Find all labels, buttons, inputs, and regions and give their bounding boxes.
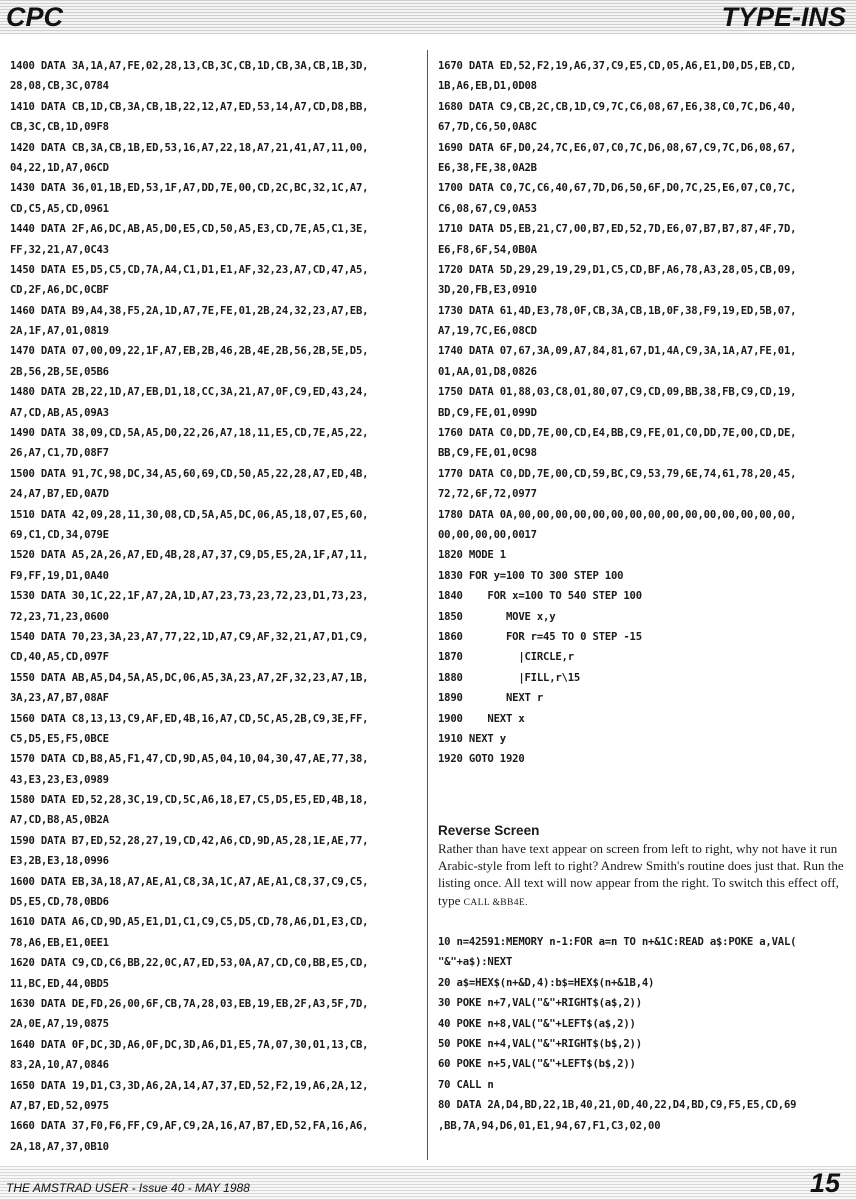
code-line: 20 a$=HEX$(n+&D,4):b$=HEX$(n+&1B,4): [438, 976, 655, 989]
footer-bar: [0, 1166, 856, 1200]
code-line: 1480 DATA 2B,22,1D,A7,EB,D1,18,CC,3A,21,A7,0F,C9,ED,43,24,: [10, 386, 369, 399]
code-line: "&"+a$):NEXT: [438, 956, 513, 969]
code-line: CD,40,A5,CD,097F: [10, 651, 109, 664]
code-line: C6,08,67,C9,0A53: [438, 202, 537, 215]
code-line: 1770 DATA C0,DD,7E,00,CD,59,BC,C9,53,79,6E,74,61,78,20,45,: [438, 467, 797, 480]
code-line: 72,23,71,23,0600: [10, 610, 109, 623]
code-line: 1890 NEXT r: [438, 692, 544, 705]
code-line: 01,AA,01,D8,0826: [438, 365, 537, 378]
code-line: 67,7D,C6,50,0A8C: [438, 121, 537, 134]
article-command: CALL &BB4E.: [463, 897, 528, 908]
code-line: 1870 |CIRCLE,r: [438, 651, 574, 664]
article-title: Reverse Screen: [438, 823, 540, 838]
code-line: 72,72,6F,72,0977: [438, 488, 537, 501]
code-line: 43,E3,23,E3,0989: [10, 773, 109, 786]
code-line: 60 POKE n+5,VAL("&"+LEFT$(b$,2)): [438, 1058, 636, 1071]
code-line: 1840 FOR x=100 TO 540 STEP 100: [438, 590, 642, 603]
code-line: C5,D5,E5,F5,0BCE: [10, 732, 109, 745]
code-line: D5,E5,CD,78,0BD6: [10, 896, 109, 909]
code-line: 40 POKE n+8,VAL("&"+LEFT$(a$,2)): [438, 1017, 636, 1030]
code-line: 3A,23,A7,B7,08AF: [10, 692, 109, 705]
code-line: 2B,56,2B,5E,05B6: [10, 365, 109, 378]
code-line: 1650 DATA 19,D1,C3,3D,A6,2A,14,A7,37,ED,52,F2,19,A6,2A,12,: [10, 1079, 369, 1092]
code-line: 83,2A,10,A7,0846: [10, 1059, 109, 1072]
page-number: 15: [809, 1168, 840, 1198]
code-line: 1490 DATA 38,09,CD,5A,A5,D0,22,26,A7,18,11,E5,CD,7E,A5,22,: [10, 427, 369, 440]
listing-left-column: [10, 56, 420, 1157]
code-line: ,BB,7A,94,D6,01,E1,94,67,F1,C3,02,00: [438, 1119, 661, 1132]
code-line: 1470 DATA 07,00,09,22,1F,A7,EB,2B,46,2B,4E,2B,56,2B,5E,D5,: [10, 345, 369, 358]
code-line: 1680 DATA C9,CB,2C,CB,1D,C9,7C,C6,08,67,E6,38,C0,7C,D6,40,: [438, 100, 797, 113]
code-line: E6,F8,6F,54,0B0A: [438, 243, 537, 256]
header-bar: [0, 0, 856, 34]
code-line: 1780 DATA 0A,00,00,00,00,00,00,00,00,00,00,00,00,00,00,00,: [438, 508, 797, 521]
code-line: 1540 DATA 70,23,3A,23,A7,77,22,1D,A7,C9,AF,32,21,A7,D1,C9,: [10, 630, 369, 643]
code-line: 1420 DATA CB,3A,CB,1B,ED,53,16,A7,22,18,A7,21,41,A7,11,00,: [10, 141, 369, 154]
code-line: 00,00,00,00,0017: [438, 528, 537, 541]
code-line: 1610 DATA A6,CD,9D,A5,E1,D1,C1,C9,C5,D5,CD,78,A6,D1,E3,CD,: [10, 916, 369, 929]
code-line: E6,38,FE,38,0A2B: [438, 161, 537, 174]
code-line: 1760 DATA C0,DD,7E,00,CD,E4,BB,C9,FE,01,C0,DD,7E,00,CD,DE,: [438, 427, 797, 440]
code-line: 1820 MODE 1: [438, 549, 506, 562]
article-body: [438, 840, 850, 912]
code-line: 2A,0E,A7,19,0875: [10, 1018, 109, 1031]
code-line: 3D,20,FB,E3,0910: [438, 284, 537, 297]
code-line: 50 POKE n+4,VAL("&"+RIGHT$(b$,2)): [438, 1037, 642, 1050]
code-line: 1400 DATA 3A,1A,A7,FE,02,28,13,CB,3C,CB,1D,CB,3A,CB,1B,3D,: [10, 60, 369, 72]
code-line: 80 DATA 2A,D4,BD,22,1B,40,21,0D,40,22,D4,BD,C9,F5,E5,CD,69: [438, 1099, 797, 1112]
code-line: CD,C5,A5,CD,0961: [10, 202, 109, 215]
code-line: 1710 DATA D5,EB,21,C7,00,B7,ED,52,7D,E6,07,B7,B7,87,4F,7D,: [438, 223, 797, 236]
section-title-cpc: CPC: [6, 2, 64, 32]
code-line: A7,CD,AB,A5,09A3: [10, 406, 109, 419]
code-line: A7,CD,B8,A5,0B2A: [10, 814, 109, 827]
magazine-issue-info: THE AMSTRAD USER - Issue 40 - MAY 1988: [6, 1181, 250, 1195]
code-line: 24,A7,B7,ED,0A7D: [10, 488, 109, 501]
code-line: 1530 DATA 30,1C,22,1F,A7,2A,1D,A7,23,73,23,72,23,D1,73,23,: [10, 590, 369, 603]
code-line: 1520 DATA A5,2A,26,A7,ED,4B,28,A7,37,C9,D5,E5,2A,1F,A7,11,: [10, 549, 369, 562]
code-line: 2A,18,A7,37,0B10: [10, 1140, 109, 1153]
code-line: 1660 DATA 37,F0,F6,FF,C9,AF,C9,2A,16,A7,B7,ED,52,FA,16,A6,: [10, 1120, 369, 1133]
code-line: 26,A7,C1,7D,08F7: [10, 447, 109, 460]
code-line: 10 n=42591:MEMORY n-1:FOR a=n TO n+&1C:READ a$:POKE a,VAL(: [438, 936, 797, 948]
code-line: 1830 FOR y=100 TO 300 STEP 100: [438, 569, 624, 582]
code-line: 1640 DATA 0F,DC,3D,A6,0F,DC,3D,A6,D1,E5,7A,07,30,01,13,CB,: [10, 1038, 369, 1051]
code-line: BB,C9,FE,01,0C98: [438, 447, 537, 460]
code-line: 1570 DATA CD,B8,A5,F1,47,CD,9D,A5,04,10,04,30,47,AE,77,38,: [10, 753, 369, 766]
code-line: CD,2F,A6,DC,0CBF: [10, 284, 109, 297]
code-line: 1860 FOR r=45 TO 0 STEP -15: [438, 630, 642, 643]
code-line: 1700 DATA C0,7C,C6,40,67,7D,D6,50,6F,D0,7C,25,E6,07,C0,7C,: [438, 182, 797, 195]
code-line: 1630 DATA DE,FD,26,00,6F,CB,7A,28,03,EB,19,EB,2F,A3,5F,7D,: [10, 997, 369, 1010]
article-body-text: Rather than have text appear on screen from left to right, why not have it run Arabic-style from left to right? Andrew Smith's routine does just that. Run the listing once. All text will now appear from the right. To switch this effect off, type: [438, 841, 844, 908]
code-line: 70 CALL n: [438, 1078, 494, 1091]
code-line: 1460 DATA B9,A4,38,F5,2A,1D,A7,7E,FE,01,2B,24,32,23,A7,EB,: [10, 304, 369, 317]
code-line: E3,2B,E3,18,0996: [10, 855, 109, 868]
code-line: 1410 DATA CB,1D,CB,3A,CB,1B,22,12,A7,ED,53,14,A7,CD,D8,BB,: [10, 100, 369, 113]
reverse-screen-listing: [438, 932, 853, 1136]
code-line: 1440 DATA 2F,A6,DC,AB,A5,D0,E5,CD,50,A5,E3,CD,7E,A5,C1,3E,: [10, 223, 369, 236]
code-line: 1670 DATA ED,52,F2,19,A6,37,C9,E5,CD,05,A6,E1,D0,D5,EB,CD,: [438, 60, 797, 72]
code-line: 1720 DATA 5D,29,29,19,29,D1,C5,CD,BF,A6,78,A3,28,05,CB,09,: [438, 263, 797, 276]
code-line: 1880 |FILL,r\15: [438, 671, 581, 684]
code-line: 1740 DATA 07,67,3A,09,A7,84,81,67,D1,4A,C9,3A,1A,A7,FE,01,: [438, 345, 797, 358]
code-line: 1550 DATA AB,A5,D4,5A,A5,DC,06,A5,3A,23,A7,2F,32,23,A7,1B,: [10, 671, 369, 684]
code-line: FF,32,21,A7,0C43: [10, 243, 109, 256]
code-line: 1920 GOTO 1920: [438, 753, 525, 766]
code-line: F9,FF,19,D1,0A40: [10, 569, 109, 582]
code-line: A7,19,7C,E6,08CD: [438, 325, 537, 338]
code-line: 1500 DATA 91,7C,98,DC,34,A5,60,69,CD,50,A5,22,28,A7,ED,4B,: [10, 467, 369, 480]
code-line: 2A,1F,A7,01,0819: [10, 325, 109, 338]
code-line: 1750 DATA 01,88,03,C8,01,80,07,C9,CD,09,BB,38,FB,C9,CD,19,: [438, 386, 797, 399]
code-line: 1450 DATA E5,D5,C5,CD,7A,A4,C1,D1,E1,AF,32,23,A7,CD,47,A5,: [10, 263, 369, 276]
code-line: A7,B7,ED,52,0975: [10, 1099, 109, 1112]
reverse-screen-article: [438, 822, 850, 912]
column-divider: [427, 50, 428, 1160]
code-line: 1510 DATA 42,09,28,11,30,08,CD,5A,A5,DC,06,A5,18,07,E5,60,: [10, 508, 369, 521]
code-line: 30 POKE n+7,VAL("&"+RIGHT$(a$,2)): [438, 997, 642, 1010]
code-line: CB,3C,CB,1D,09F8: [10, 121, 109, 134]
code-line: 1690 DATA 6F,D0,24,7C,E6,07,C0,7C,D6,08,67,C9,7C,D6,08,67,: [438, 141, 797, 154]
listing-right-column: [438, 56, 853, 770]
code-line: BD,C9,FE,01,099D: [438, 406, 537, 419]
section-title-type-ins: TYPE-INS: [721, 2, 846, 32]
code-line: 28,08,CB,3C,0784: [10, 80, 109, 93]
code-line: 1580 DATA ED,52,28,3C,19,CD,5C,A6,18,E7,C5,D5,E5,ED,4B,18,: [10, 794, 369, 807]
code-line: 1850 MOVE x,y: [438, 610, 556, 623]
code-line: 1430 DATA 36,01,1B,ED,53,1F,A7,DD,7E,00,CD,2C,BC,32,1C,A7,: [10, 182, 369, 195]
code-line: 1730 DATA 61,4D,E3,78,0F,CB,3A,CB,1B,0F,38,F9,19,ED,5B,07,: [438, 304, 797, 317]
code-line: 1900 NEXT x: [438, 712, 525, 725]
code-line: 04,22,1D,A7,06CD: [10, 161, 109, 174]
code-line: 1620 DATA C9,CD,C6,BB,22,0C,A7,ED,53,0A,A7,CD,C0,BB,E5,CD,: [10, 957, 369, 970]
code-line: 1B,A6,EB,D1,0D08: [438, 80, 537, 93]
code-line: 1560 DATA C8,13,13,C9,AF,ED,4B,16,A7,CD,5C,A5,2B,C9,3E,FF,: [10, 712, 369, 725]
code-line: 1600 DATA EB,3A,18,A7,AE,A1,C8,3A,1C,A7,AE,A1,C8,37,C9,C5,: [10, 875, 369, 888]
code-line: 11,BC,ED,44,0BD5: [10, 977, 109, 990]
code-line: 1590 DATA B7,ED,52,28,27,19,CD,42,A6,CD,9D,A5,28,1E,AE,77,: [10, 834, 369, 847]
code-line: 69,C1,CD,34,079E: [10, 528, 109, 541]
code-line: 78,A6,EB,E1,0EE1: [10, 936, 109, 949]
code-line: 1910 NEXT y: [438, 732, 506, 745]
